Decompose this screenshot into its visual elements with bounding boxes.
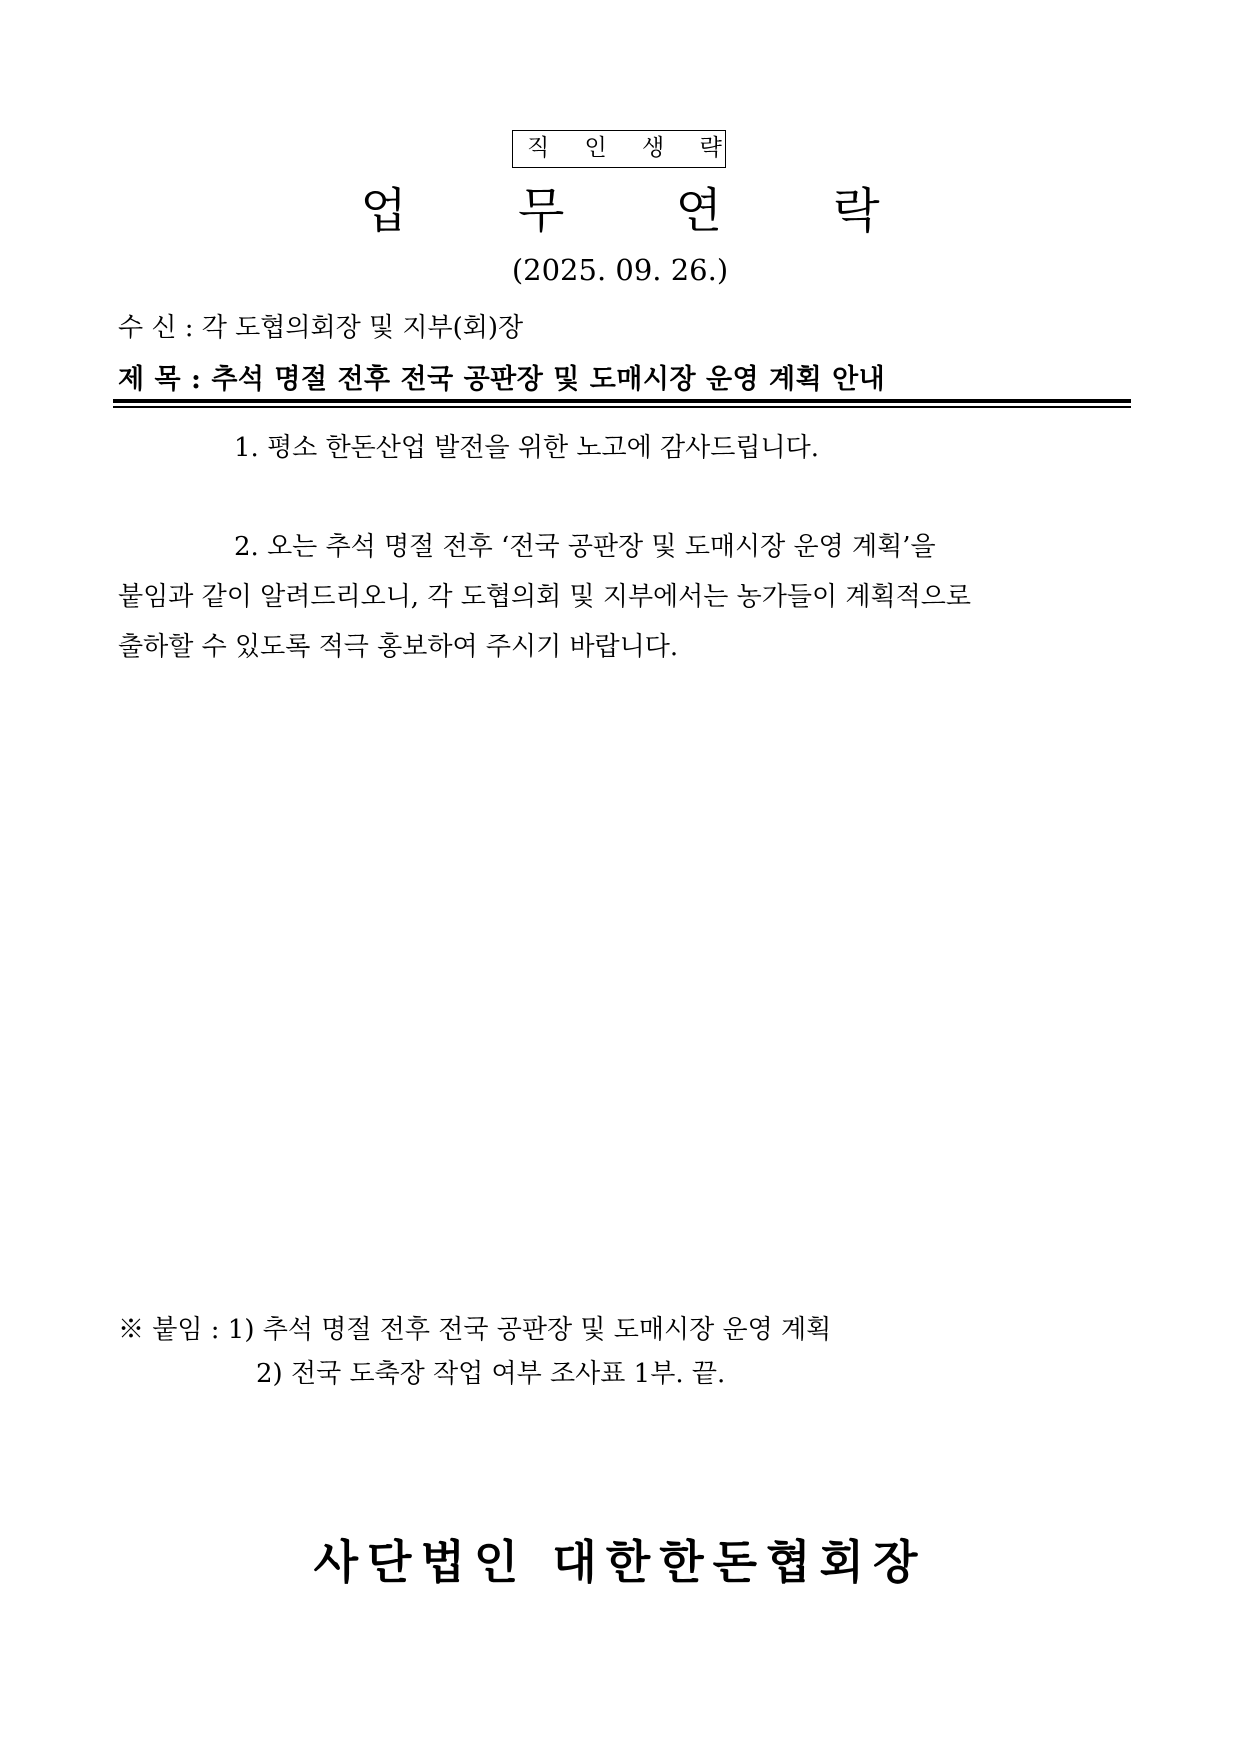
paragraph-2-line-1: 2. 오는 추석 명절 전후 ‘전국 공판장 및 도매시장 운영 계획’을 [234,532,936,562]
recipient-value: 각 도협의회장 및 지부(회)장 [201,313,524,343]
subject-line [118,362,885,398]
attachment-item-2: 2) 전국 도축장 작업 여부 조사표 1부. 끝. [256,1359,726,1389]
header-divider-thick [113,399,1131,403]
body-paragraph-1 [118,430,1128,466]
header-divider-thin [113,406,1131,408]
subject-label: 제 목 : [118,364,202,395]
paragraph-1-text: 1. 평소 한돈산업 발전을 위한 노고에 감사드립니다. [234,433,819,463]
body-paragraph-2 [118,522,1128,672]
stamp-omitted-notice: 직 인 생 략 [512,130,726,168]
paragraph-2-line-2: 붙임과 같이 알려드리오니, 각 도협의회 및 지부에서는 농가들이 계획적으로 [118,582,971,612]
issuer-name: 사단법인 대한한돈협회장 [313,1535,927,1589]
subject-value: 추석 명절 전후 전국 공판장 및 도매시장 운영 계획 안내 [211,364,886,395]
recipient-line [118,310,523,346]
document-title: 업 무 연 락 [360,183,928,239]
document-date: (2025. 09. 26.) [511,253,729,287]
attachments-block [118,1308,831,1396]
attachments-label: ※ 붙임 : [118,1315,220,1345]
attachment-item-1: 1) 추석 명절 전후 전국 공판장 및 도매시장 운영 계획 [227,1315,832,1345]
paragraph-2-line-3: 출하할 수 있도록 적극 홍보하여 주시기 바랍니다. [118,632,679,662]
recipient-label: 수 신 : [118,313,194,343]
